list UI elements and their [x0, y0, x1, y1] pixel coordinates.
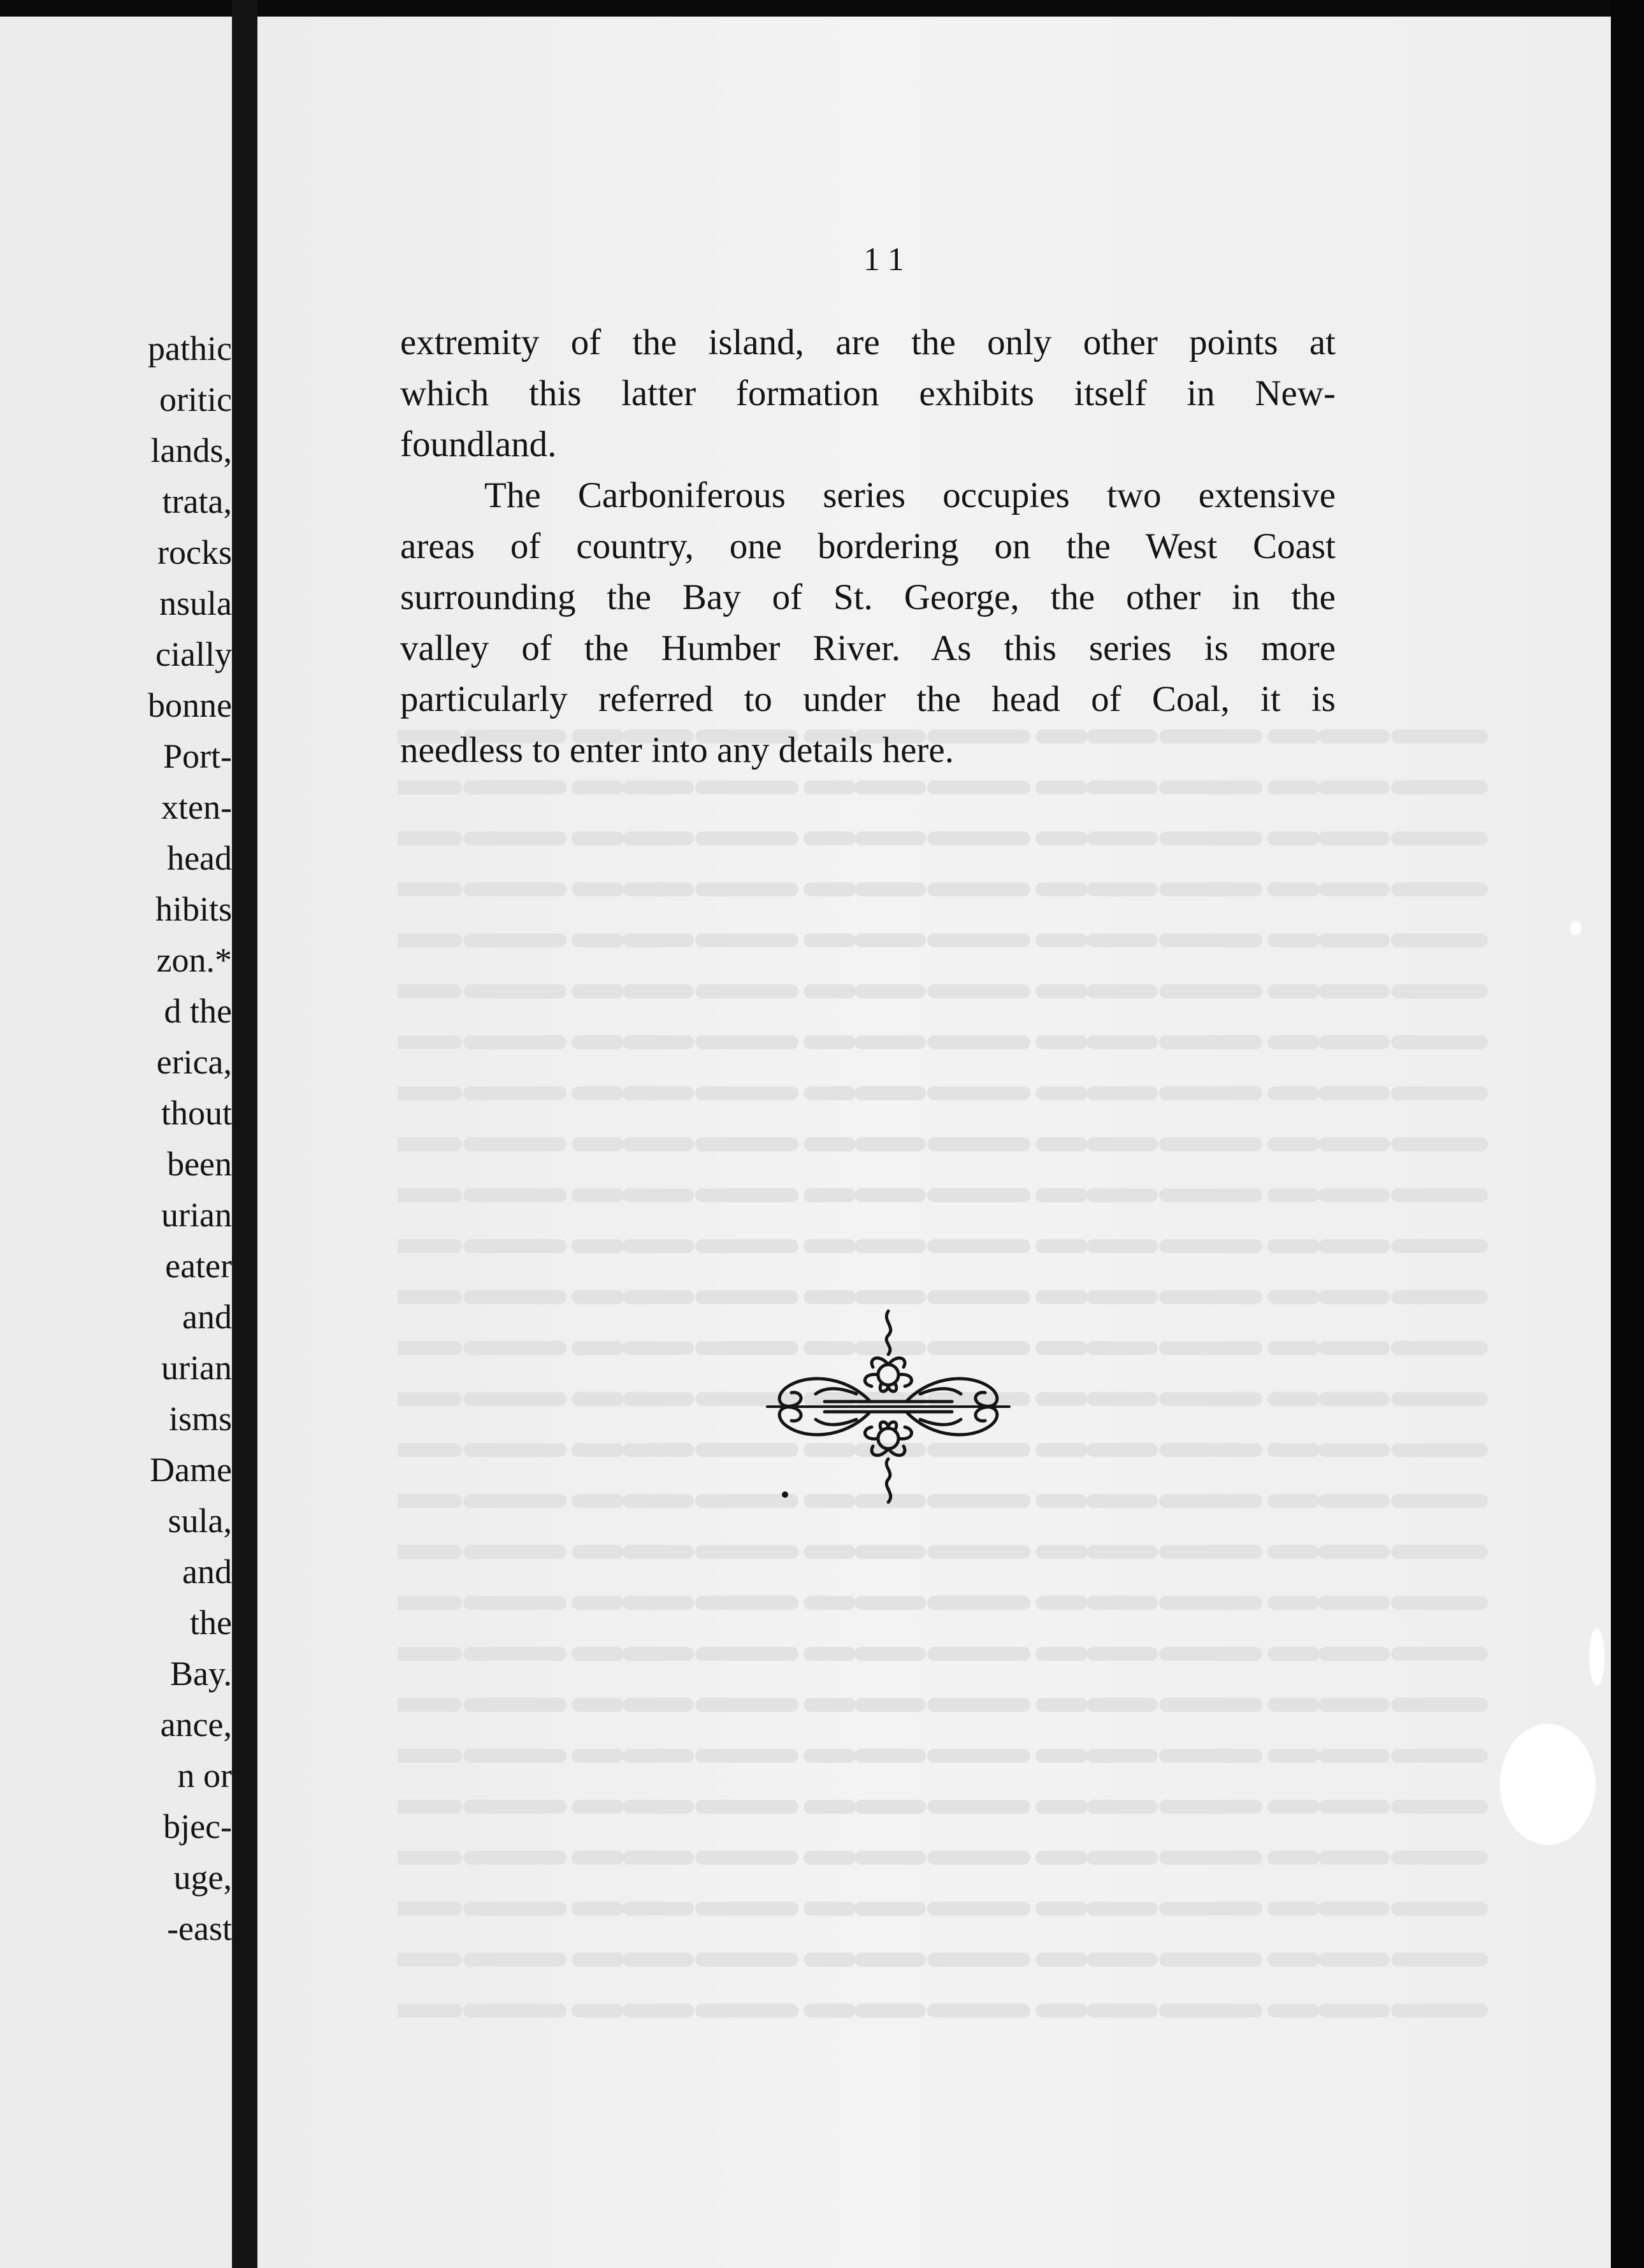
left-page-line: ance, [160, 1705, 232, 1744]
main-page [257, 17, 1611, 2268]
left-page-line: bjec- [163, 1807, 232, 1846]
paper-speck [1589, 1628, 1604, 1686]
left-page-line: hibits [155, 890, 232, 928]
left-page-line: head [167, 839, 232, 877]
paragraph-1-line: which this latter formation exhibits itself in New- [400, 373, 1336, 413]
left-page-line: Port- [163, 737, 232, 775]
left-page-line: urian [161, 1196, 232, 1234]
paragraph-2-line: needless to enter into any details here. [400, 730, 954, 770]
left-page-line: isms [168, 1400, 232, 1438]
left-page-line: d the [164, 992, 232, 1030]
left-page-line: trata, [162, 482, 232, 520]
left-page-line: pathic [148, 329, 232, 368]
paragraph-2-line: valley of the Humber River. As this series is more [400, 628, 1336, 668]
left-page-line: uge, [173, 1858, 232, 1897]
floral-scroll-ornament-icon [754, 1298, 1022, 1515]
left-page-line: rocks [157, 533, 232, 571]
left-page-line: erica, [156, 1043, 232, 1081]
paper-speck [1570, 921, 1582, 935]
book-gutter [232, 0, 257, 2268]
paragraph-2-line: particularly referred to under the head of Coal, it is [400, 679, 1336, 719]
right-scan-border [1611, 0, 1644, 2268]
left-page-fragment [0, 17, 232, 2268]
left-page-line: bonne [148, 686, 232, 724]
left-page-line: and [182, 1298, 232, 1336]
left-page-line: urian [161, 1349, 232, 1387]
left-page-line: xten- [161, 788, 232, 826]
left-page-line: and [182, 1553, 232, 1591]
left-page-line: thout [161, 1094, 232, 1132]
left-page-line: lands, [150, 431, 232, 470]
paragraph-1-line: foundland. [400, 424, 557, 464]
left-page-line: sula, [168, 1502, 232, 1540]
left-page-line: oritic [159, 380, 232, 419]
paragraph-2-line: surrounding the Bay of St. George, the other in the [400, 577, 1336, 617]
left-page-line: Dame [150, 1451, 232, 1489]
paper-damage-spot [1500, 1724, 1596, 1845]
left-page-line: nsula [159, 584, 232, 622]
paragraph-2-line: The Carboniferous series occupies two extensive [484, 475, 1336, 515]
left-page-line: the [190, 1604, 232, 1642]
left-page-line: zon.* [156, 941, 232, 979]
left-page-line: eater [165, 1247, 232, 1285]
left-page-line: -east [167, 1909, 232, 1948]
left-page-line: been [167, 1145, 232, 1183]
left-page-line: cially [155, 635, 232, 673]
paragraph-1-line: extremity of the island, are the only other points at [400, 322, 1336, 362]
page-number: 11 [863, 241, 914, 278]
left-page-line: Bay. [170, 1654, 232, 1693]
paragraph-2-line: areas of country, one bordering on the West Coast [400, 526, 1336, 566]
left-page-line: n or [177, 1756, 232, 1795]
